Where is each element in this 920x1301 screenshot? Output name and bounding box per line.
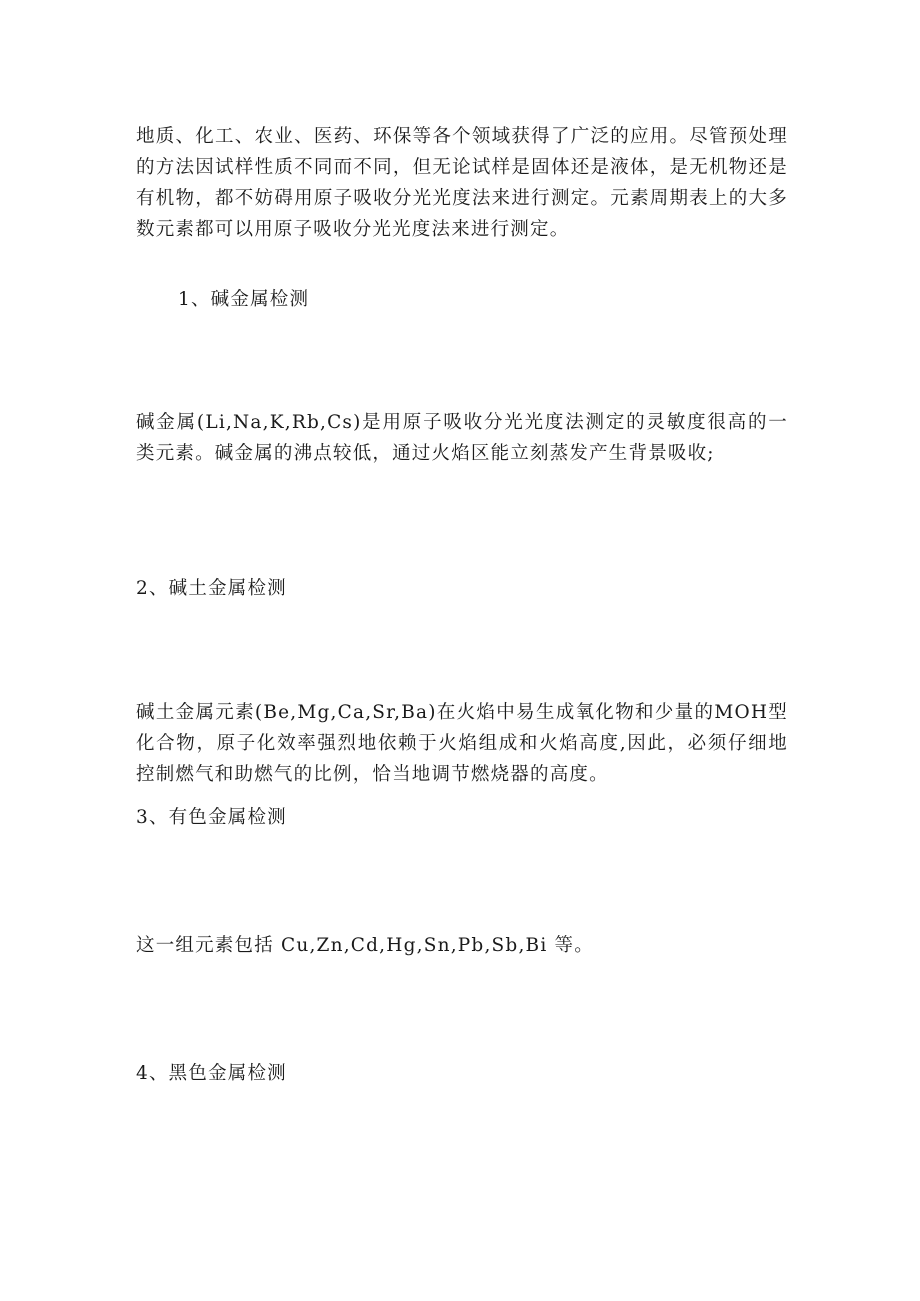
section-body-alkaline-earth-metals: 碱土金属元素(Be,Mg,Ca,Sr,Ba)在火焰中易生成氧化物和少量的MOH型化合物，原子化效率强烈地依赖于火焰组成和火焰高度,因此，必须仔细地控制燃气和助燃气的比例，恰当地调节燃烧器的高度。 (136, 702, 788, 785)
section-heading-nonferrous-metals: 3、有色金属检测 (136, 807, 287, 828)
section-body-alkali-metals: 碱金属(Li,Na,K,Rb,Cs)是用原子吸收分光光度法测定的灵敏度很高的一类元素。碱金属的沸点较低，通过火焰区能立刻蒸发产生背景吸收; (136, 412, 788, 464)
section-heading-ferrous-metals: 4、黑色金属检测 (136, 1063, 287, 1084)
section-heading-alkali-metals: 1、碱金属检测 (178, 289, 310, 310)
section-heading-alkaline-earth-metals: 2、碱土金属检测 (136, 578, 287, 599)
intro-paragraph: 地质、化工、农业、医药、环保等各个领域获得了广泛的应用。尽管预处理的方法因试样性质不同而不同，但无论试样是固体还是液体，是无机物还是有机物，都不妨碍用原子吸收分光光度法来进行测定。元素周期表上的大多数元素都可以用原子吸收分光光度法来进行测定。 (136, 126, 788, 240)
section-body-nonferrous-metals: 这一组元素包括 Cu,Zn,Cd,Hg,Sn,Pb,Sb,Bi 等。 (136, 935, 594, 956)
